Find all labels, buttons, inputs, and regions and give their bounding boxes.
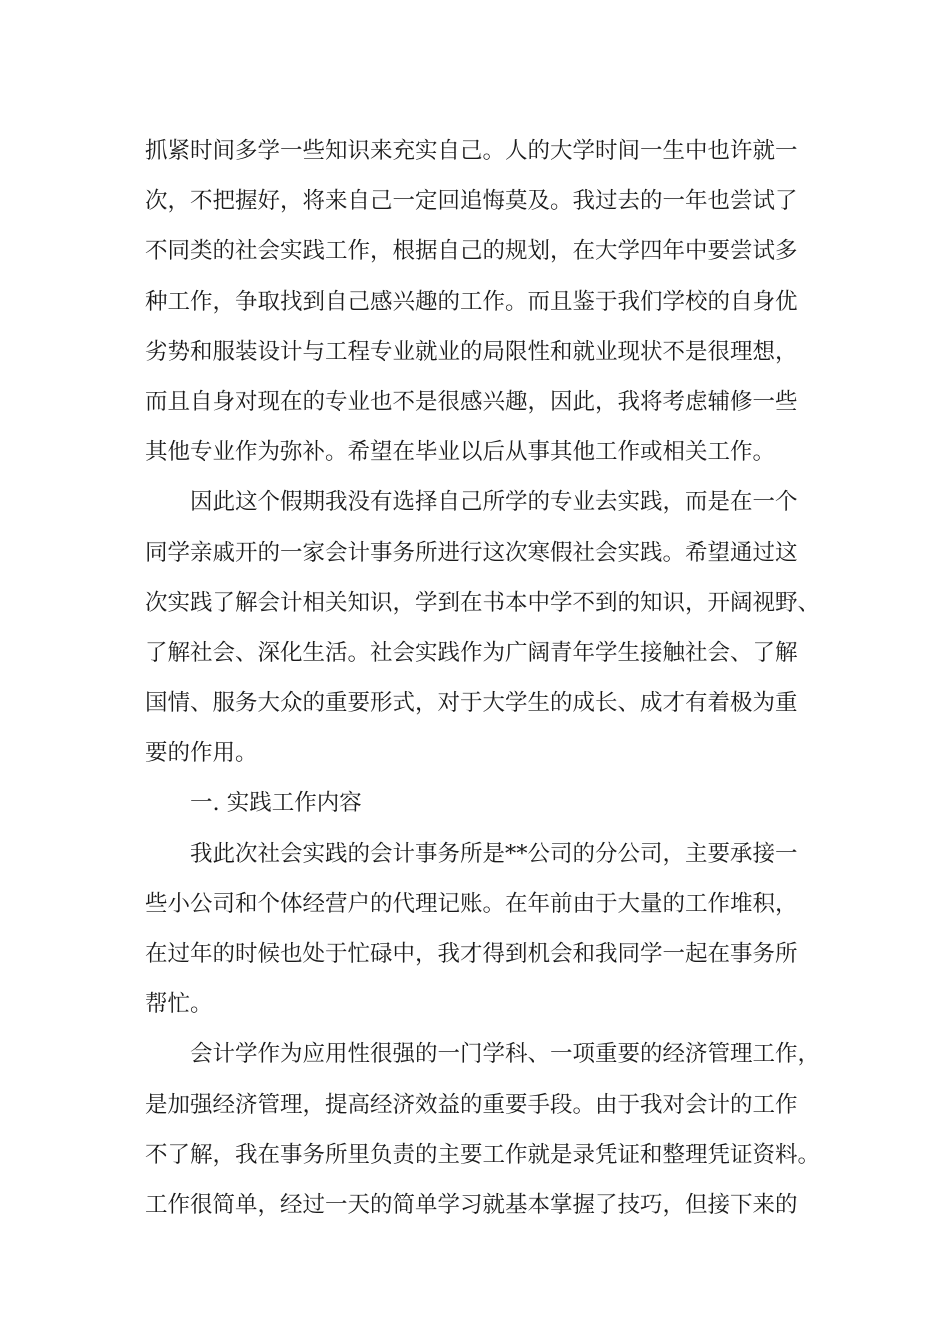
text-line: 在过年的时候也处于忙碌中，我才得到机会和我同学一起在事务所 <box>145 941 798 967</box>
section-heading: 一. 实践工作内容 <box>190 790 362 817</box>
text-line: 不了解，我在事务所里负责的主要工作就是录凭证和整理凭证资料。 <box>145 1141 821 1168</box>
text-line: 帮忙。 <box>145 991 213 1018</box>
text-line: 而且自身对现在的专业也不是很感兴趣，因此，我将考虑辅修一些 <box>145 388 798 415</box>
paragraph-start-line: 会计学作为应用性很强的一门学科、一项重要的经济管理工作， <box>190 1041 821 1068</box>
paragraph-start-line: 我此次社会实践的会计事务所是**公司的分公司，主要承接一 <box>190 840 798 867</box>
text-line: 同学亲戚开的一家会计事务所进行这次寒假社会实践。希望通过这 <box>145 539 798 566</box>
text-line: 次，不把握好，将来自己一定回追悔莫及。我过去的一年也尝试了 <box>145 188 798 215</box>
text-line: 种工作，争取找到自己感兴趣的工作。而且鉴于我们学校的自身优 <box>145 288 798 315</box>
text-line: 要的作用。 <box>145 740 258 767</box>
text-line: 工作很简单，经过一天的简单学习就基本掌握了技巧，但接下来的 <box>145 1191 798 1218</box>
text-line: 次实践了解会计相关知识，学到在书本中学不到的知识，开阔视野、 <box>145 589 821 616</box>
text-line: 是加强经济管理，提高经济效益的重要手段。由于我对会计的工作 <box>145 1091 798 1118</box>
paragraph-start-line: 因此这个假期我没有选择自己所学的专业去实践，而是在一个 <box>190 489 798 516</box>
text-line: 了解社会、深化生活。社会实践作为广阔青年学生接触社会、了解 <box>145 639 798 666</box>
text-line: 些小公司和个体经营户的代理记账。在年前由于大量的工作堆积， <box>145 890 798 917</box>
text-line: 其他专业作为弥补。希望在毕业以后从事其他工作或相关工作。 <box>145 439 776 466</box>
body-text <box>145 126 821 1230</box>
text-line: 劣势和服装设计与工程专业就业的局限性和就业现状不是很理想， <box>145 338 798 365</box>
text-line: 抓紧时间多学一些知识来充实自己。人的大学时间一生中也许就一 <box>145 138 798 164</box>
text-line: 国情、服务大众的重要形式，对于大学生的成长、成才有着极为重 <box>145 690 798 717</box>
text-line: 不同类的社会实践工作，根据自己的规划，在大学四年中要尝试多 <box>145 238 798 265</box>
